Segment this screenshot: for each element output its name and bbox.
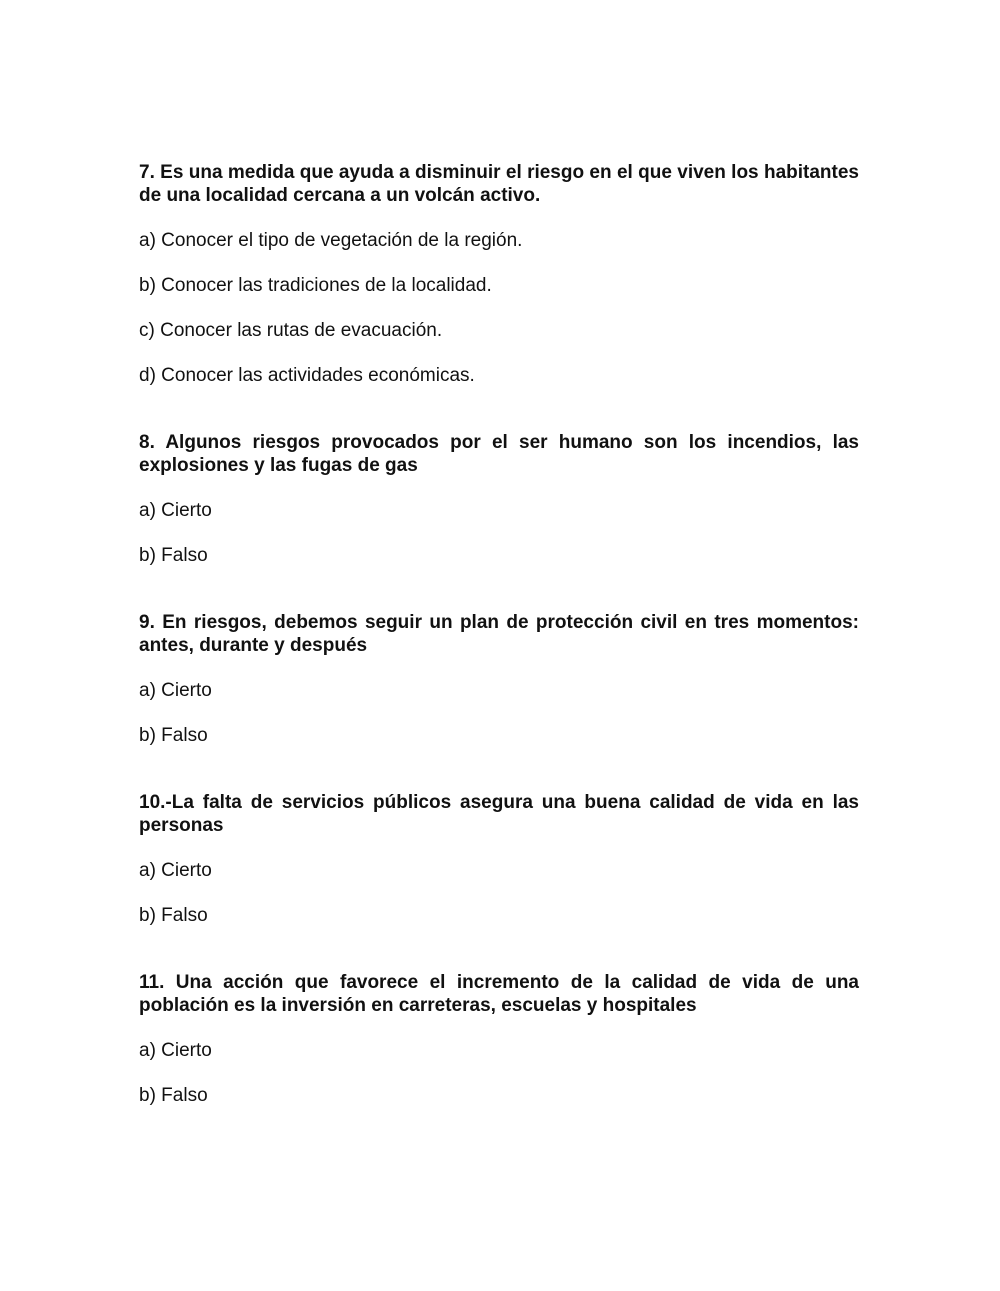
options-list — [139, 229, 859, 387]
option-b: b) Falso — [139, 1085, 208, 1106]
question-text: 7. Es una medida que ayuda a disminuir el riesgo en el que viven los habitantes de una localidad cercana a un volcán activo. — [139, 162, 859, 206]
options-list — [139, 859, 859, 927]
question-10 — [139, 791, 859, 927]
question-7 — [139, 161, 859, 387]
option-b: b) Falso — [139, 905, 208, 926]
options-list — [139, 499, 859, 567]
option-a: a) Cierto — [139, 680, 212, 701]
option-c: c) Conocer las rutas de evacuación. — [139, 320, 443, 341]
question-8 — [139, 431, 859, 567]
options-list — [139, 1039, 859, 1107]
option-a: a) Cierto — [139, 1040, 212, 1061]
option-d: d) Conocer las actividades económicas. — [139, 365, 475, 386]
option-a: a) Conocer el tipo de vegetación de la región. — [139, 230, 523, 251]
options-list — [139, 679, 859, 747]
question-9 — [139, 611, 859, 747]
option-b: b) Falso — [139, 545, 208, 566]
question-text: 9. En riesgos, debemos seguir un plan de protección civil en tres momentos: antes, durante y después — [139, 612, 859, 656]
option-a: a) Cierto — [139, 500, 212, 521]
question-text: 10.-La falta de servicios públicos asegura una buena calidad de vida en las personas — [139, 792, 859, 836]
question-11 — [139, 971, 859, 1107]
option-b: b) Falso — [139, 725, 208, 746]
option-a: a) Cierto — [139, 860, 212, 881]
question-text: 11. Una acción que favorece el incremento de la calidad de vida de una población es la inversión en carreteras, escuelas y hospitales — [139, 972, 859, 1016]
option-b: b) Conocer las tradiciones de la localidad. — [139, 275, 492, 296]
question-text: 8. Algunos riesgos provocados por el ser humano son los incendios, las explosiones y las fugas de gas — [139, 432, 859, 476]
